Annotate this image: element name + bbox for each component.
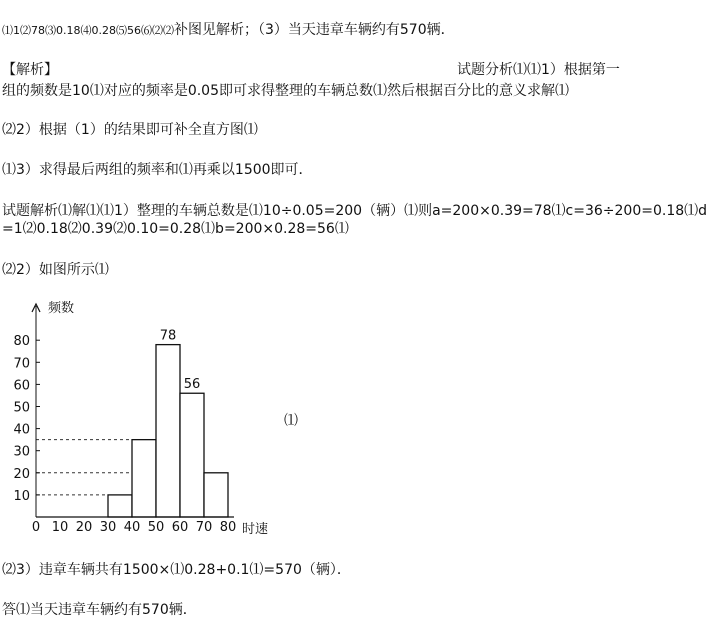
- x-tick-label: 60: [171, 520, 189, 535]
- answer-summary-line: [2, 20, 455, 41]
- x-tick-label: 0: [31, 520, 41, 535]
- y-axis-title: 频数: [48, 301, 75, 316]
- x-tick-label: 20: [75, 520, 93, 535]
- frequency-histogram: [0, 298, 310, 543]
- x-tick-label: 30: [99, 520, 117, 535]
- y-tick-label: 70: [13, 356, 30, 372]
- y-tick-label: 80: [13, 334, 30, 350]
- analysis-text-3: ⑴3）求得最后两组的频率和⑴再乘以1500即可．: [2, 162, 313, 178]
- histogram-bar: [132, 440, 156, 517]
- solution-text-3: ⑵2）如图所示⑴: [2, 262, 109, 278]
- x-tick-label: 80: [219, 520, 237, 535]
- histogram-bar: [180, 393, 204, 517]
- y-tick-label: 30: [13, 444, 30, 460]
- y-tick-label: 10: [13, 488, 30, 504]
- solution-text-2: =1⑵0.18⑵0.39⑵0.10=0.28⑴b=200×0.28=56⑴: [2, 221, 349, 237]
- histogram-bar: [156, 345, 180, 517]
- side-marker-box: ⑴: [284, 413, 298, 429]
- chart-bars: [108, 345, 228, 517]
- analysis-intro: 试题分析⑴⑴1）根据第一: [457, 62, 620, 78]
- histogram-bar: [204, 473, 228, 517]
- final-answer: 答⑴当天违章车辆约有570辆．: [2, 602, 197, 618]
- chart-reference-lines: [36, 440, 132, 495]
- x-tick-label: 40: [123, 520, 141, 535]
- x-axis-title: 时速: [242, 522, 269, 537]
- x-tick-label: 50: [147, 520, 165, 535]
- x-tick-label: 70: [195, 520, 213, 535]
- y-tick-label: 40: [13, 422, 30, 438]
- bar-value-label: 56: [183, 377, 201, 393]
- y-tick-label: 60: [13, 378, 30, 394]
- x-tick-label: 10: [51, 520, 69, 535]
- answer-codes: ⑴1⑵78⑶0.18⑷0.28⑸56⑹⑵⑵: [2, 24, 174, 37]
- bar-value-label: 78: [159, 328, 177, 344]
- analysis-heading: 【解析】: [2, 62, 58, 78]
- histogram-bar: [108, 495, 132, 517]
- analysis-text-2: ⑵2）根据（1）的结果即可补全直方图⑴: [2, 122, 258, 138]
- y-tick-label: 20: [13, 466, 30, 482]
- solution-text-1: 试题解析⑴解⑴⑴1）整理的车辆总数是⑴10÷0.05=200（辆）⑴则a=200×0.39=78⑴c=36÷200=0.18⑴d: [2, 203, 707, 219]
- solution-text-4: ⑵3）违章车辆共有1500×⑴0.28+0.1⑴=570（辆）．: [2, 562, 351, 578]
- y-tick-label: 50: [13, 400, 30, 416]
- answer-summary: 补图见解析；（3）当天违章车辆约有570辆．: [173, 22, 455, 38]
- analysis-text-1: 组的频数是10⑴对应的频率是0.05即可求得整理的车辆总数⑴然后根据百分比的意义求解⑴: [2, 83, 569, 99]
